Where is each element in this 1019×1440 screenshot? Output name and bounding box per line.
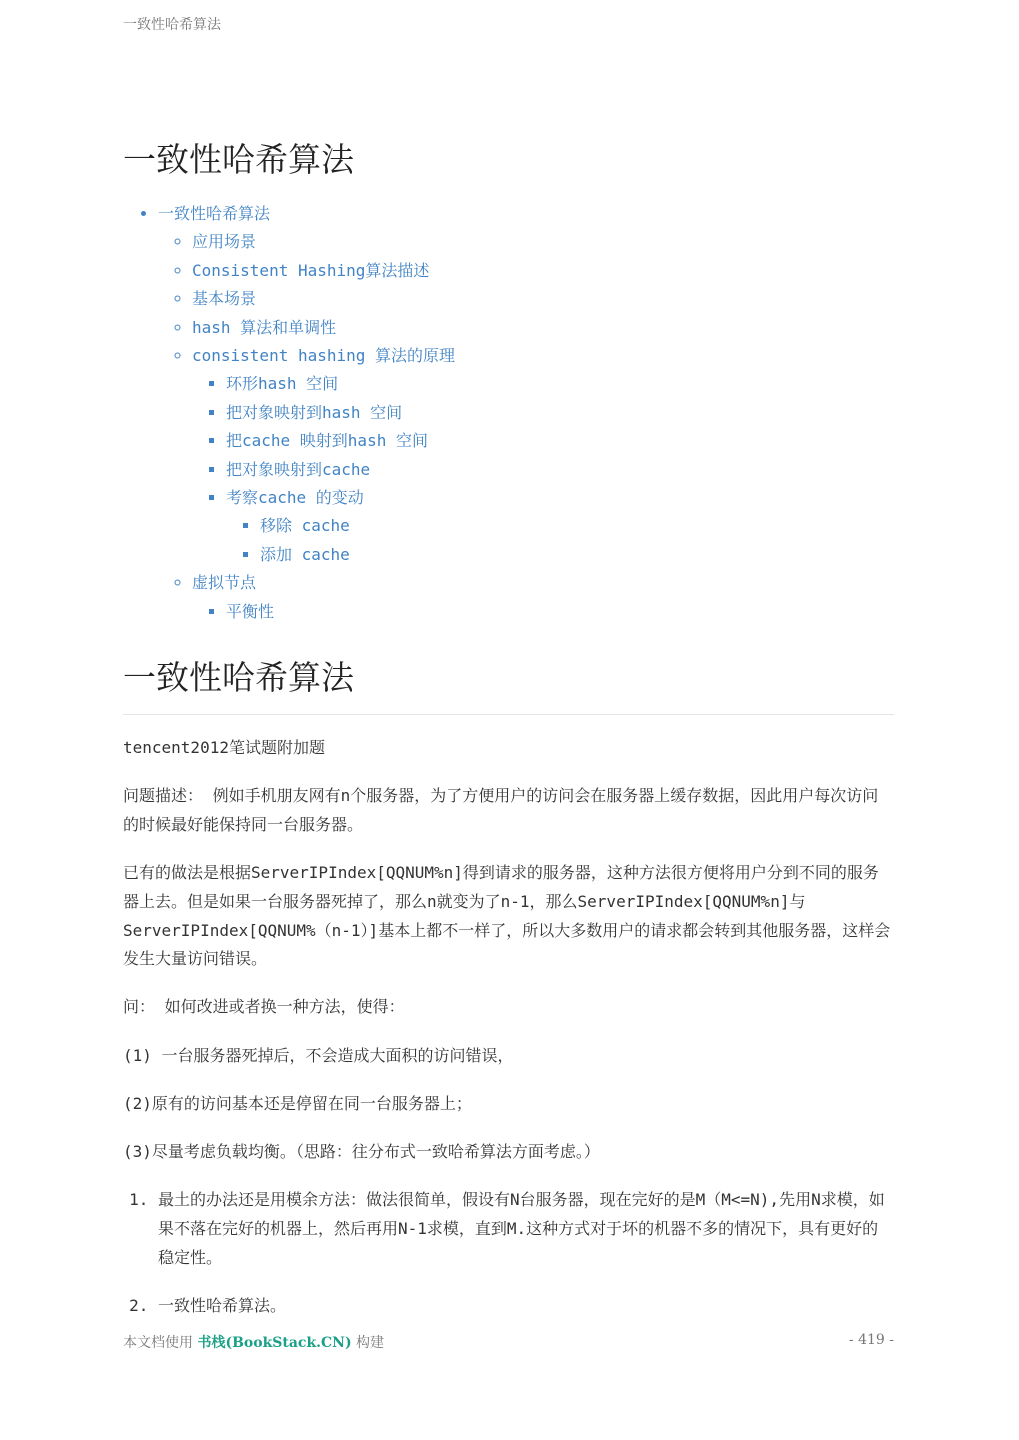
paragraph: 已有的做法是根据ServerIPIndex[QQNUM%n]得到请求的服务器，这种方法很方便将用户分到不同的服务器上去。但是如果一台服务器死掉了，那么n就变为了n-1，那么ServerIPIndex[QQNUM%n]与ServerIPIndex[QQNUM%（n-1）]基本上都不一样了，所以大多数用户的请求都会转到其他服务器，这样会发生大量访问错误。 (123, 863, 891, 969)
toc-item-add-cache[interactable] (260, 541, 893, 569)
bookstack-link[interactable]: 书栈(BookStack.CN) (197, 1335, 352, 1351)
toc-item-scenarios[interactable] (192, 228, 893, 256)
toc-item-objects-to-cache[interactable] (226, 456, 893, 484)
toc-item-virtual-nodes[interactable] (192, 569, 893, 626)
toc-item-remove-cache[interactable] (260, 512, 893, 540)
toc-link[interactable]: 一致性哈希算法 (158, 204, 271, 223)
toc-item-description[interactable] (192, 257, 893, 285)
toc-item-ring-space[interactable] (226, 370, 893, 398)
toc-link[interactable]: 移除 cache (260, 516, 350, 536)
toc-link[interactable]: 平衡性 (226, 601, 275, 621)
toc-item-root[interactable] (158, 200, 893, 626)
toc-item-principle[interactable] (192, 342, 893, 569)
page-number: - 419 - (848, 1332, 894, 1348)
section-heading: 一致性哈希算法 (123, 658, 354, 697)
article-body (123, 734, 894, 1340)
toc-item-map-cache[interactable] (226, 427, 893, 455)
toc-link[interactable]: 添加 cache (260, 544, 350, 564)
table-of-contents (123, 200, 893, 626)
toc-link[interactable]: 考察cache 的变动 (226, 488, 364, 508)
toc-link[interactable]: 基本场景 (192, 289, 257, 309)
numbered-list (123, 1186, 894, 1320)
paragraph: 问： 如何改进或者换一种方法，使得： (123, 997, 405, 1017)
toc-link[interactable]: Consistent Hashing算法描述 (192, 260, 430, 280)
toc-link[interactable]: 把对象映射到hash 空间 (226, 402, 403, 422)
paragraph: (1) 一台服务器死掉后，不会造成大面积的访问错误， (123, 1045, 514, 1065)
toc-item-balance[interactable] (226, 598, 893, 626)
paragraph: (3)尽量考虑负载均衡。（思路：往分布式一致哈希算法方面考虑。） (123, 1142, 600, 1162)
paragraph: (2)原有的访问基本还是停留在同一台服务器上； (123, 1093, 472, 1113)
toc-link[interactable]: 应用场景 (192, 232, 257, 252)
footer-suffix: 构建 (351, 1335, 385, 1351)
paragraph: 问题描述： 例如手机朋友网有n个服务器，为了方便用户的访问会在服务器上缓存数据，因此用户每次访问的时候最好能保持同一台服务器。 (123, 786, 879, 834)
page-title: 一致性哈希算法 (123, 140, 354, 179)
list-item: 2. 一致性哈希算法。 (158, 1292, 894, 1321)
heading-divider (123, 714, 894, 715)
list-item: 1. 最土的办法还是用模余方法：做法很简单，假设有N台服务器，现在完好的是M（M<=N),先用N求模，如果不落在完好的机器上，然后再用N-1求模，直到M.这种方式对于坏的机器不多的情况下，具有更好的稳定性。 (158, 1186, 894, 1272)
footer-credit (123, 1332, 384, 1352)
toc-link[interactable]: consistent hashing 算法的原理 (192, 346, 456, 366)
toc-item-hash-monotonic[interactable] (192, 314, 893, 342)
toc-item-basic[interactable] (192, 285, 893, 313)
toc-item-inspect-cache[interactable] (226, 484, 893, 569)
footer-prefix: 本文档使用 (123, 1335, 198, 1351)
toc-link[interactable]: 虚拟节点 (192, 573, 257, 593)
toc-link[interactable]: 把cache 映射到hash 空间 (226, 431, 428, 451)
toc-item-map-objects[interactable] (226, 399, 893, 427)
paragraph: tencent2012笔试题附加题 (123, 738, 325, 757)
toc-link[interactable]: hash 算法和单调性 (192, 317, 337, 337)
toc-link[interactable]: 把对象映射到cache (226, 459, 371, 479)
running-header: 一致性哈希算法 (123, 17, 221, 33)
toc-link[interactable]: 环形hash 空间 (226, 374, 339, 394)
